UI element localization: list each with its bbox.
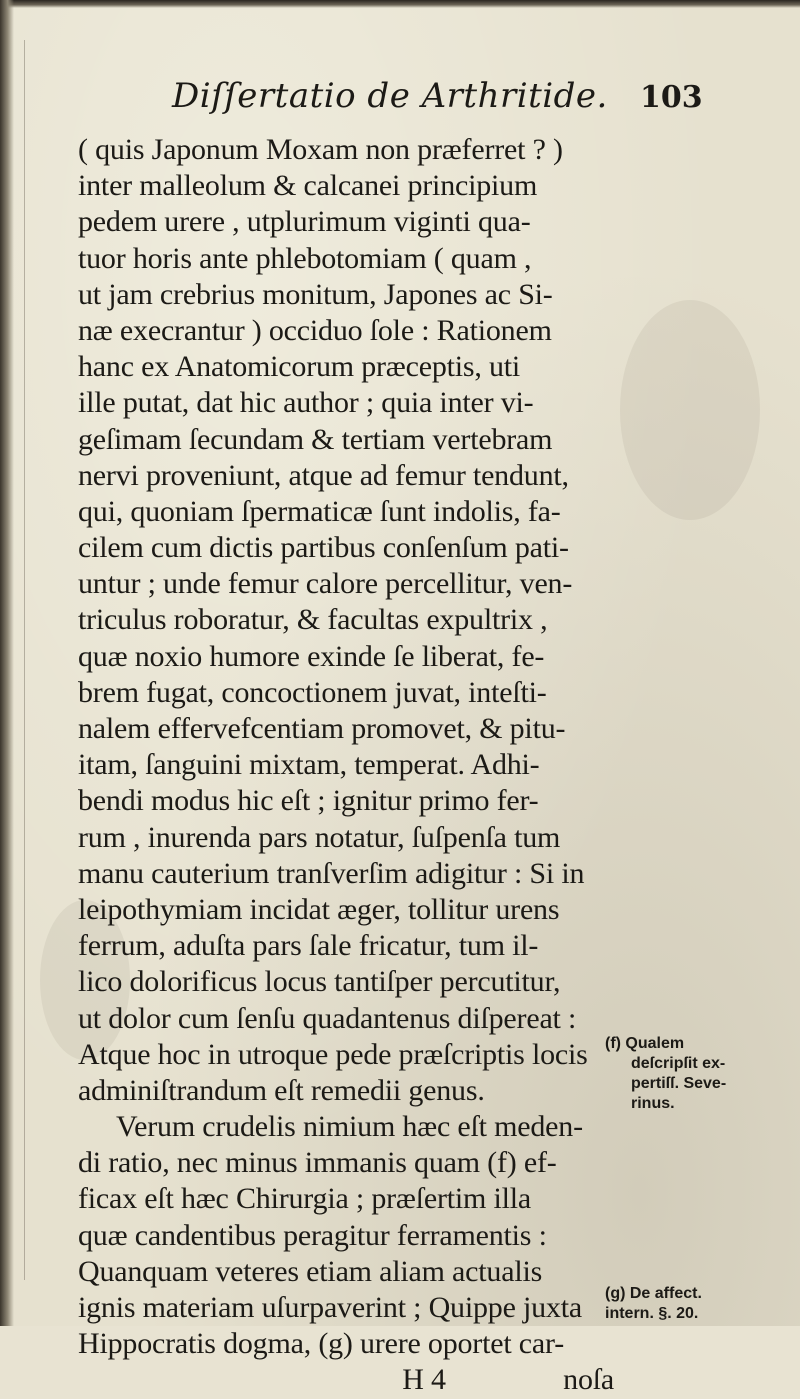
text-line: Quanquam veteres etiam aliam actualis xyxy=(78,1254,543,1288)
text-line: ut jam crebrius monitum, Japones ac Si- xyxy=(78,277,553,311)
text-line: ut dolor cum ſenſu quadantenus diſpereat : xyxy=(78,1001,577,1035)
text-line: di ratio, nec minus immanis quam (f) ef- xyxy=(78,1146,557,1180)
margin-note-line: intern. §. 20. xyxy=(605,1305,699,1322)
margin-note-line: (f) Qualem xyxy=(605,1035,685,1052)
text-line: bendi modus hic eſt ; ignitur primo fer- xyxy=(78,784,539,818)
text-line: Atque hoc in utroque pede præſcriptis locis xyxy=(78,1037,588,1071)
margin-note-line: (g) De affect. xyxy=(605,1285,702,1302)
text-line: ferrum, aduſta pars ſale fricatur, tum il- xyxy=(78,929,539,963)
text-line: ignis materiam uſurpaverint ; Quippe juxta xyxy=(78,1291,582,1324)
text-line: lico dolorificus locus tantiſper percutitur, xyxy=(78,965,561,999)
text-line: triculus roboratur, & facultas expultrix , xyxy=(78,603,548,637)
text-line: hanc ex Anatomicorum præceptis, uti xyxy=(78,350,521,384)
margin-note-line: deſcripſit ex- xyxy=(631,1055,726,1072)
catchword: noſa xyxy=(563,1363,614,1397)
text-line: untur ; unde femur calore percellitur, ven- xyxy=(78,567,573,601)
text-line: brem fugat, concoctionem juvat, inteſti- xyxy=(78,675,547,709)
text-line: tuor horis ante phlebotomiam ( quam , xyxy=(78,241,532,275)
margin-note-g xyxy=(605,1284,702,1324)
text-line: pedem urere , utplurimum viginti qua- xyxy=(78,205,531,239)
text-line: næ execrantur ) occiduo ſole : Rationem xyxy=(78,313,552,347)
text-line: nalem effervefcentiam promovet, & pitu- xyxy=(78,712,566,745)
text-line: Hippocratis dogma, (g) urere oportet car- xyxy=(78,1327,564,1361)
text-line: quæ noxio humore exinde ſe liberat, fe- xyxy=(78,639,545,673)
text-line: rum , inurenda pars notatur, ſuſpenſa tum xyxy=(78,820,561,854)
text-line-paragraph-start: Verum crudelis nimium hæc eſt meden- xyxy=(116,1110,583,1144)
page-fold-line xyxy=(24,40,25,1280)
page-binding-edge xyxy=(0,0,14,1326)
margin-note-line: pertiſſ. Seve- xyxy=(631,1075,727,1092)
paper-stain xyxy=(620,300,760,520)
page-top-edge xyxy=(0,0,800,8)
text-line: ficax eſt hæc Chirurgia ; præſertim illa xyxy=(78,1182,532,1216)
text-line: adminiſtrandum eſt remedii genus. xyxy=(78,1073,485,1107)
signature-line xyxy=(78,1362,618,1398)
text-line: geſimam ſecundam & tertiam vertebram xyxy=(78,422,553,456)
text-line: ille putat, dat hic author ; quia inter vi- xyxy=(78,386,534,420)
text-line: qui, quoniam ſpermaticæ ſunt indolis, fa- xyxy=(78,494,561,528)
text-line: nervi proveniunt, atque ad femur tendunt, xyxy=(78,458,569,492)
text-line: cilem cum dictis partibus conſenſum pati- xyxy=(78,531,569,565)
running-head-title: Diſſertatio de Arthritide. xyxy=(172,76,608,116)
text-line: ( quis Japonum Moxam non præferret ? ) xyxy=(78,133,563,166)
page-number: 103 xyxy=(640,80,703,115)
text-line: itam, ſanguini mixtam, temperat. Adhi- xyxy=(78,748,540,782)
margin-note-f xyxy=(605,1034,726,1114)
body-text xyxy=(78,132,618,1399)
text-line: quæ candentibus peragitur ferramentis : xyxy=(78,1218,547,1252)
margin-note-line: rinus. xyxy=(631,1095,675,1112)
text-line: leipothymiam incidat æger, tollitur urens xyxy=(78,892,560,926)
signature-mark: H 4 xyxy=(402,1363,446,1397)
text-line: inter malleolum & calcanei principium xyxy=(78,169,538,203)
text-line: manu cauterium tranſverſim adigitur : Si in xyxy=(78,856,585,890)
